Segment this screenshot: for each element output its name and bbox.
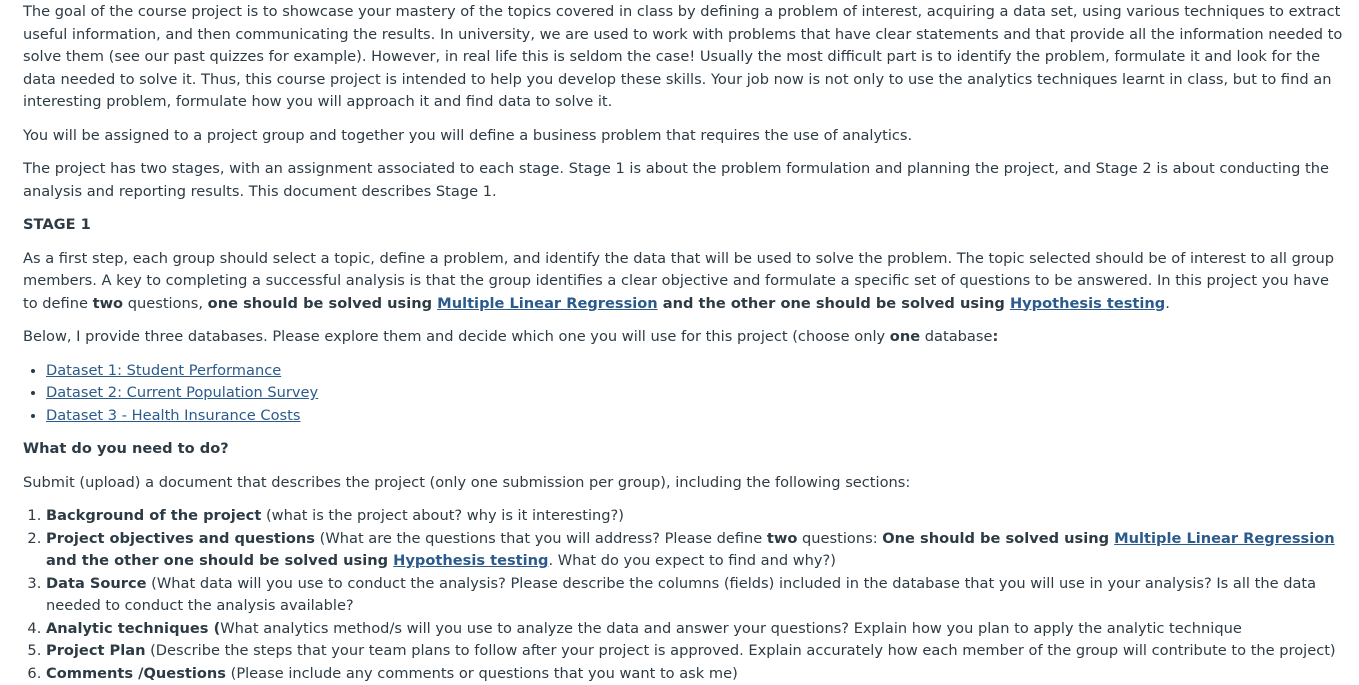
section-description: (What data will you use to conduct the analysis? Please describe the columns (fields) included in the database that you will use in your analysis? Is all the data needed to conduct the analysis available?	[46, 575, 1316, 615]
stage-paragraph	[23, 248, 1345, 316]
stage-text-a: As a first step, each group should select a topic, define a problem, and identify the data that will be used to solve the problem. The topic selected should be of interest to all group members. A key to completing a successful analysis is that the group identifies a clear objective and formulate a specific set of questions to be answered. In this project you have to define	[23, 250, 1334, 312]
assignment-document	[0, 1, 1359, 685]
sections-list	[23, 505, 1345, 685]
section-title: Project Plan	[46, 642, 145, 659]
datasets-intro-a: Below, I provide three databases. Please explore them and decide which one you will use for this project (choose only	[23, 328, 890, 345]
list-item	[46, 528, 1345, 573]
list-item	[46, 360, 1345, 383]
stage-heading: STAGE 1	[23, 214, 1345, 237]
list-item	[46, 505, 1345, 528]
multiple-linear-regression-link[interactable]: Multiple Linear Regression	[437, 295, 658, 312]
section-bold-b: and the other one should be solved using	[46, 552, 393, 569]
list-item	[46, 640, 1345, 663]
list-item	[46, 573, 1345, 618]
stage-text-two: two	[93, 295, 124, 312]
datasets-intro-colon: :	[992, 328, 998, 345]
todo-heading: What do you need to do?	[23, 438, 1345, 461]
section-description: (what is the project about? why is it interesting?)	[261, 507, 624, 524]
intro-paragraph-1: The goal of the course project is to showcase your mastery of the topics covered in class by defining a problem of interest, acquiring a data set, using various techniques to extract useful information, and then communicating the results. In university, we are used to work with problems that have clear statements and that provide all the information needed to solve them (see our past quizzes for example). However, in real life this is seldom the case! Usually the most difficult part is to identify the problem, formulate it and look for the data needed to solve it. Thus, this course project is intended to help you develop these skills. Your job now is not only to use the analytics techniques learnt in class, but to find an interesting problem, formulate how you will approach it and find data to solve it.	[23, 1, 1345, 114]
datasets-intro-one: one	[890, 328, 920, 345]
section-description: (Describe the steps that your team plans to follow after your project is approved. Explain accurately how each member of the group will contribute to the project)	[145, 642, 1335, 659]
section-bold-a: One should be solved using	[882, 530, 1114, 547]
section-description: What analytics method/s will you use to analyze the data and answer your questions? Explain how you plan to apply the analytic technique	[220, 620, 1242, 637]
hypothesis-testing-link[interactable]: Hypothesis testing	[393, 552, 548, 569]
hypothesis-testing-link[interactable]: Hypothesis testing	[1010, 295, 1165, 312]
intro-paragraph-3: The project has two stages, with an assignment associated to each stage. Stage 1 is about the problem formulation and planning the project, and Stage 2 is about conducting the analysis and reporting results. This document describes Stage 1.	[23, 158, 1345, 203]
section-bold-two: two	[767, 530, 798, 547]
dataset-list	[23, 360, 1345, 428]
section-description-a: (What are the questions that you will address? Please define	[315, 530, 767, 547]
section-title: Project objectives and questions	[46, 530, 315, 547]
list-item	[46, 405, 1345, 428]
multiple-linear-regression-link[interactable]: Multiple Linear Regression	[1114, 530, 1335, 547]
datasets-intro-c: database	[920, 328, 992, 345]
section-description-c: . What do you expect to find and why?)	[548, 552, 836, 569]
stage-text-d: one should be solved using	[208, 295, 438, 312]
stage-text-e: and the other one should be solved using	[658, 295, 1010, 312]
todo-intro: Submit (upload) a document that describes the project (only one submission per group), including the following sections:	[23, 472, 1345, 495]
intro-paragraph-2: You will be assigned to a project group and together you will define a business problem that requires the use of analytics.	[23, 125, 1345, 148]
section-title: Comments /Questions	[46, 665, 226, 682]
section-title: Background of the project	[46, 507, 261, 524]
dataset-1-link[interactable]: Dataset 1: Student Performance	[46, 362, 281, 379]
dataset-2-link[interactable]: Dataset 2: Current Population Survey	[46, 384, 318, 401]
section-description-b: questions:	[797, 530, 882, 547]
section-description: (Please include any comments or questions that you want to ask me)	[226, 665, 738, 682]
list-item	[46, 663, 1345, 685]
dataset-3-link[interactable]: Dataset 3 - Health Insurance Costs	[46, 407, 300, 424]
stage-text-f: .	[1165, 295, 1170, 312]
datasets-intro	[23, 326, 1345, 349]
stage-bold-text	[208, 295, 1166, 312]
list-item	[46, 618, 1345, 641]
section-title: Data Source	[46, 575, 147, 592]
list-item	[46, 382, 1345, 405]
stage-text-c: questions,	[123, 295, 208, 312]
section-title: Analytic techniques (	[46, 620, 220, 637]
